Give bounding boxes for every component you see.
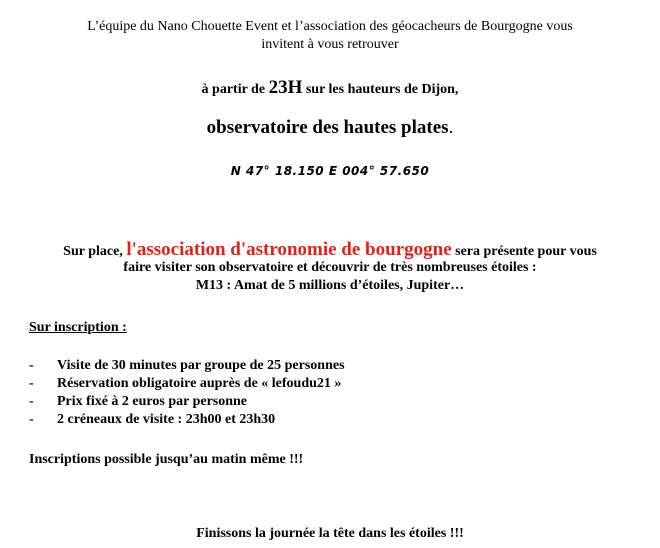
observatory-name: observatoire des hautes plates — [206, 117, 449, 138]
time-suffix: sur les hauteurs de Dijon, — [302, 82, 459, 97]
gps-coordinates: N 47° 18.150 E 004° 57.650 — [230, 164, 430, 178]
list-item — [29, 411, 345, 429]
astronomy-association-name: l'association d'astronomie de bourgogne — [126, 239, 452, 260]
on-site-line-3: M13 : Amat de 5 millions d’étoiles, Jupiter… — [195, 278, 465, 293]
registration-deadline: Inscriptions possible jusqu’au matin même !!! — [29, 452, 304, 467]
list-item — [29, 375, 345, 393]
observatory-heading — [0, 116, 660, 140]
intro-paragraph — [0, 18, 660, 54]
closing-line: Finissons la journée la tête dans les étoiles !!! — [196, 526, 464, 541]
list-item-text: Réservation obligatoire auprès de « lefoudu21 » — [57, 376, 342, 391]
on-site-suffix: sera présente pour vous — [451, 244, 597, 259]
intro-line-2: invitent à vous retrouver — [261, 37, 399, 52]
list-bullet: - — [29, 412, 34, 427]
on-site-line-2: faire visiter son observatoire et découvrir de très nombreuses étoiles : — [123, 260, 537, 275]
intro-line-1: L’équipe du Nano Chouette Event et l’association des géocacheurs de Bourgogne vous — [87, 19, 573, 34]
registration-heading: Sur inscription : — [29, 320, 127, 335]
list-bullet: - — [29, 394, 34, 409]
observatory-period: . — [448, 117, 454, 138]
list-bullet: - — [29, 358, 34, 373]
list-item-text: Visite de 30 minutes par groupe de 25 personnes — [57, 358, 345, 373]
list-item-text: Prix fixé à 2 euros par personne — [57, 394, 248, 409]
registration-list — [29, 357, 345, 429]
on-site-prefix: Sur place, — [63, 244, 127, 259]
time-hour: 23H — [268, 77, 303, 98]
time-location-line — [0, 78, 660, 100]
list-item-text: 2 créneaux de visite : 23h00 et 23h30 — [57, 412, 276, 427]
list-item — [29, 393, 345, 411]
on-site-paragraph — [0, 239, 660, 295]
list-bullet: - — [29, 376, 34, 391]
time-prefix: à partir de — [201, 82, 269, 97]
list-item — [29, 357, 345, 375]
